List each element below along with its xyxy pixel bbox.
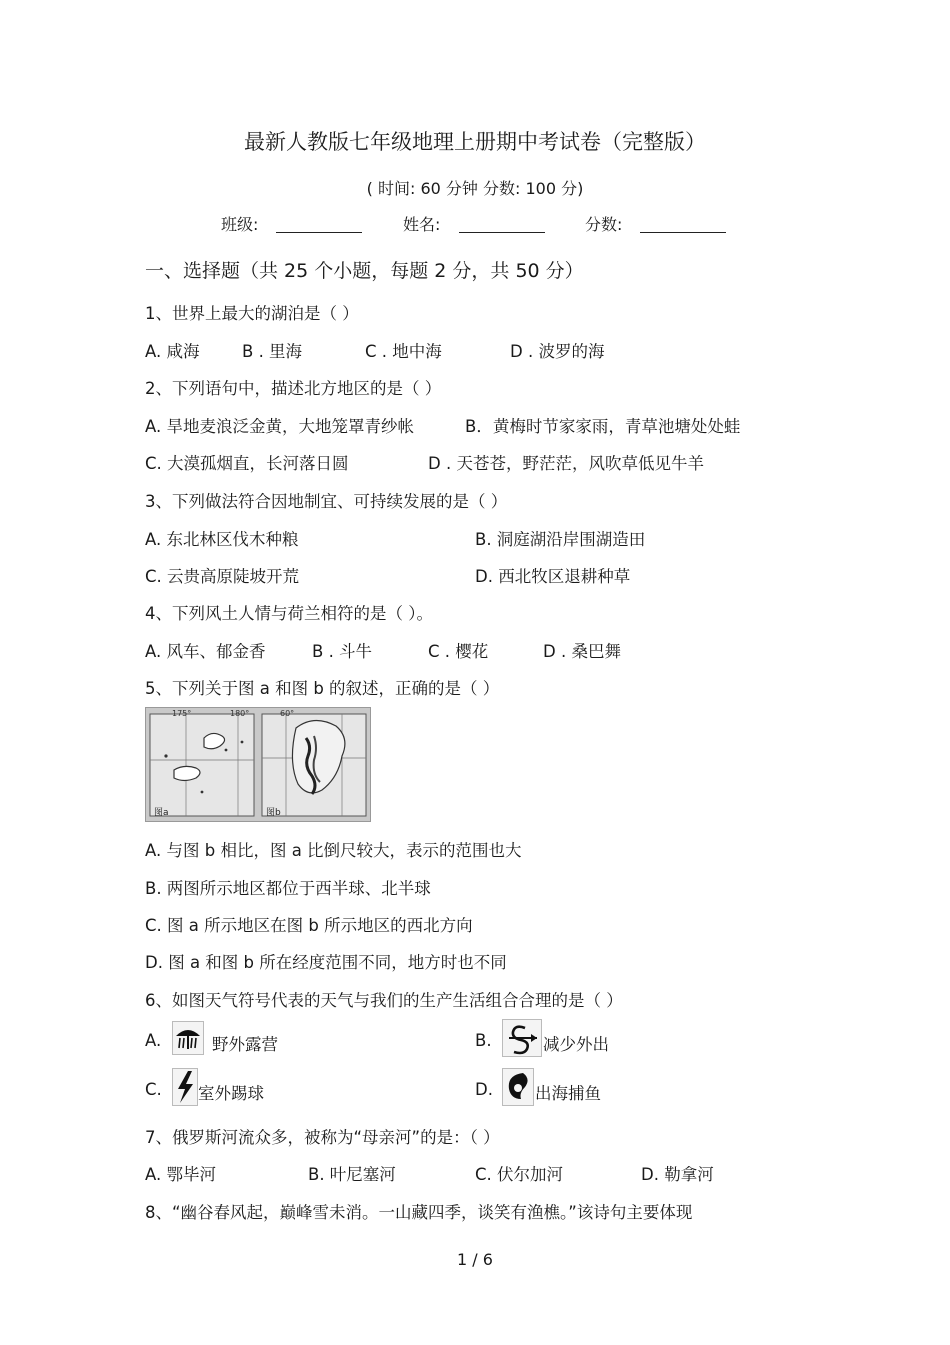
- q3-option-d: D. 西北牧区退耕种草: [475, 567, 631, 586]
- map-label-180: 180°: [230, 709, 250, 718]
- q1-option-a: A. 咸海: [145, 342, 200, 361]
- q1-option-b: B . 里海: [242, 342, 303, 361]
- class-label: 班级:: [221, 215, 259, 234]
- q7-option-a: A. 鄂毕河: [145, 1165, 216, 1184]
- q3-option-b: B. 洞庭湖沿岸围湖造田: [475, 530, 646, 549]
- q5-option-d: D. 图 a 和图 b 所在经度范围不同，地方时也不同: [145, 953, 507, 972]
- q3-option-c: C. 云贵高原陡坡开荒: [145, 567, 300, 586]
- map-label-a: 图a: [154, 808, 169, 818]
- q3-option-a: A. 东北林区伐木种粮: [145, 530, 299, 549]
- q2-option-d: D . 天苍苍，野茫茫，风吹草低见牛羊: [428, 454, 704, 473]
- q4-option-a: A. 风车、郁金香: [145, 642, 266, 661]
- exam-subtitle: ( 时间: 60 分钟 分数: 100 分): [366, 179, 584, 198]
- q6-option-d: D.: [475, 1080, 493, 1099]
- page-number: 1 / 6: [457, 1250, 493, 1269]
- question-5: 5、下列关于图 a 和图 b 的叙述，正确的是（ ）: [145, 679, 500, 698]
- rain-icon: [172, 1021, 204, 1055]
- score-blank: [640, 232, 726, 233]
- map-figure: [145, 707, 371, 822]
- q6-option-c: C.: [145, 1080, 162, 1099]
- typhoon-icon: [502, 1068, 534, 1106]
- q7-option-b: B. 叶尼塞河: [308, 1165, 396, 1184]
- q5-option-a: A. 与图 b 相比，图 a 比倒尺较大，表示的范围也大: [145, 841, 522, 860]
- class-blank: [276, 232, 362, 233]
- question-4: 4、下列风土人情与荷兰相符的是（ ）。: [145, 604, 433, 623]
- q1-option-d: D . 波罗的海: [510, 342, 605, 361]
- map-label-b: 图b: [266, 808, 281, 818]
- question-1: 1、世界上最大的湖泊是（ ）: [145, 304, 359, 323]
- q4-option-d: D . 桑巴舞: [543, 642, 621, 661]
- q7-option-d: D. 勒拿河: [641, 1165, 714, 1184]
- sandstorm-icon: [502, 1019, 542, 1057]
- map-label-175: 175°: [172, 709, 192, 718]
- name-label: 姓名:: [403, 215, 441, 234]
- q6-option-a: A.: [145, 1031, 162, 1050]
- q4-option-c: C . 樱花: [428, 642, 489, 661]
- exam-title: 最新人教版七年级地理上册期中考试卷（完整版）: [244, 130, 706, 154]
- map-label-60: 60°: [280, 709, 295, 718]
- question-3: 3、下列做法符合因地制宜、可持续发展的是（ ）: [145, 492, 508, 511]
- q7-option-c: C. 伏尔加河: [475, 1165, 564, 1184]
- q4-option-b: B . 斗牛: [312, 642, 373, 661]
- map-figure-svg: [146, 708, 370, 821]
- q2-option-c: C. 大漠孤烟直，长河落日圆: [145, 454, 349, 473]
- question-2: 2、下列语句中，描述北方地区的是（ ）: [145, 379, 442, 398]
- q6-text-a: 野外露营: [212, 1035, 278, 1054]
- q6-text-c: 室外踢球: [198, 1084, 264, 1103]
- q6-text-b: 减少外出: [543, 1035, 609, 1054]
- q2-option-b: B．黄梅时节家家雨，青草池塘处处蛙: [465, 417, 741, 436]
- section-heading: 一、选择题（共 25 个小题，每题 2 分，共 50 分）: [145, 260, 584, 282]
- q6-option-b: B.: [475, 1031, 492, 1050]
- name-blank: [459, 232, 545, 233]
- score-label: 分数:: [585, 215, 623, 234]
- q2-option-a: A. 旱地麦浪泛金黄，大地笼罩青纱帐: [145, 417, 414, 436]
- question-6: 6、如图天气符号代表的天气与我们的生产生活组合合理的是（ ）: [145, 991, 623, 1010]
- question-8: 8、“幽谷春风起，巅峰雪未消。一山藏四季，谈笑有渔樵。”该诗句主要体现: [145, 1203, 693, 1222]
- q6-text-d: 出海捕鱼: [535, 1084, 601, 1103]
- q1-option-c: C . 地中海: [365, 342, 442, 361]
- question-7: 7、俄罗斯河流众多，被称为“母亲河”的是：（ ）: [145, 1128, 500, 1147]
- lightning-icon: [172, 1068, 198, 1106]
- q5-option-c: C. 图 a 所示地区在图 b 所示地区的西北方向: [145, 916, 473, 935]
- q5-option-b: B. 两图所示地区都位于西半球、北半球: [145, 879, 431, 898]
